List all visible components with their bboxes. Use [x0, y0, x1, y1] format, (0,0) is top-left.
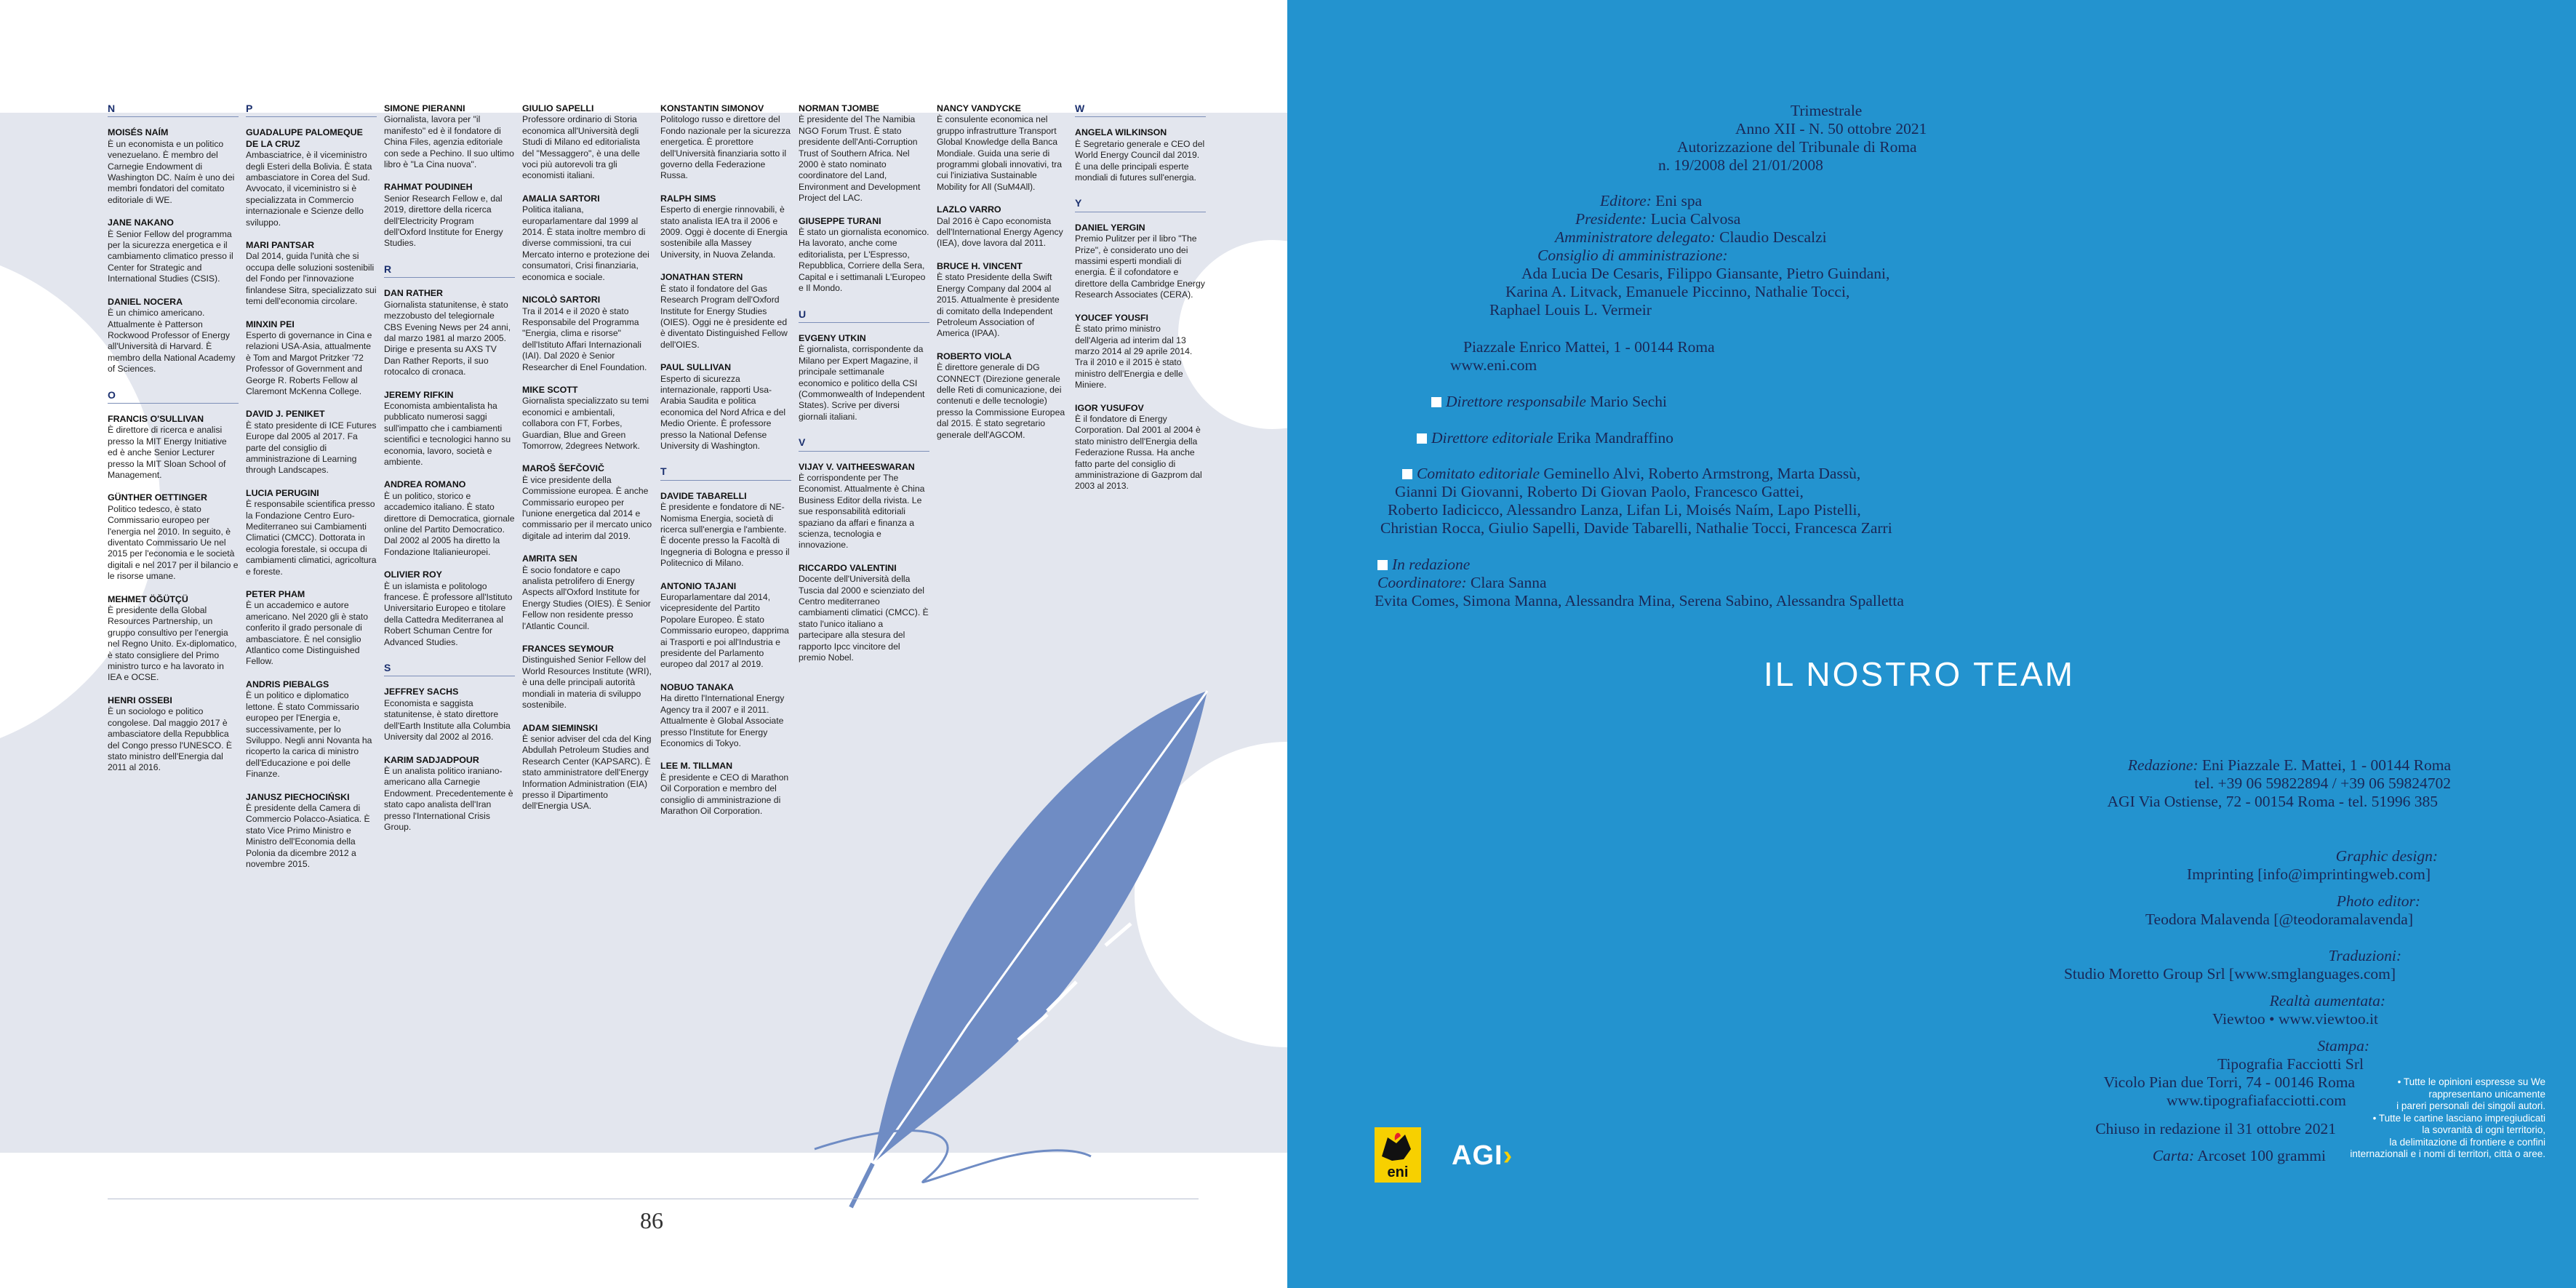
contributor-bio: È stato un giornalista economico. Ha lavorato, anche come editorialista, per L'Espresso, Repubblica, Corriere della Sera, Capital e i settimanali L'Europeo e Il Mondo. — [799, 227, 929, 294]
contributor-name: PAUL SULLIVAN — [660, 362, 732, 373]
contributor-entry — [799, 103, 929, 204]
coordinator-value: Clara Sanna — [1471, 574, 1547, 591]
contributor-entry — [522, 103, 653, 182]
contributor-entry — [246, 589, 377, 668]
contributor-bio: È socio fondatore e capo analista petrolifero di Energy Aspects all'Oxford Institute for Energy Studies (OIES). È Senior Fellow non residente presso l'Atlantic Council. — [522, 564, 651, 631]
translations-label: Traduzioni: — [2328, 947, 2401, 964]
contributor-entry — [660, 193, 791, 260]
letter-group — [384, 103, 515, 249]
contributor-bio: È stato il fondatore del Gas Research Program dell'Oxford Institute for Energy Studies (OIES). Oggi ne è presidente ed è diventato Distinguished Fellow dell'OIES. — [660, 283, 788, 350]
contributor-name: NICOLÒ SARTORI — [522, 295, 601, 305]
contributor-name: JEREMY RIFKIN — [384, 389, 454, 400]
contributor-entry — [522, 723, 653, 812]
redazione-address: Eni Piazzale E. Mattei, 1 - 00144 Roma — [2201, 756, 2451, 774]
agi-address: AGI Via Ostiense, 72 - 00154 Roma - tel. 51996 385 — [2107, 793, 2438, 810]
letter-heading: U — [799, 309, 929, 323]
contributor-name: MIKE SCOTT — [522, 384, 578, 395]
committee-line-4: Christian Rocca, Giulio Sapelli, Davide Tabarelli, Nathalie Tocci, Francesca Zarri — [1380, 519, 1892, 537]
right-page-masthead — [1287, 0, 2576, 1288]
contributor-bio: È presidente e fondatore di NE-Nomisma Energia, società di ricerca sull'energia e l'ambiente. È docente presso la Facoltà di Ingegneria di Bologna e presso il Politecnico di Milano. — [660, 502, 790, 569]
contributor-name: DANIEL NOCERA — [108, 296, 183, 307]
team-title: IL NOSTRO TEAM — [1764, 655, 2075, 693]
contributor-bio: È direttore di ricerca e analisi presso la MIT Energy Initiative ed è anche Senior Lecturer presso la MIT Sloan School of Management. — [108, 425, 227, 480]
redazione-label: Redazione: — [2127, 756, 2199, 774]
graphic-label: Graphic design: — [2335, 847, 2438, 865]
contributor-bio: È un islamista e politologo francese. È professore all'Istituto Universitario Europeo e titolare della Cattedra Mediterranea al Robert Schuman Centre for Advanced Studies. — [384, 580, 513, 647]
director-label: Direttore responsabile — [1446, 393, 1586, 410]
committee-line-2: Gianni Di Giovanni, Roberto Di Giovan Paolo, Francesco Gattei, — [1395, 483, 1804, 500]
contributor-entry — [522, 385, 653, 452]
contributor-entry — [660, 491, 791, 569]
letter-heading: V — [799, 437, 929, 451]
contributor-bio: Professore ordinario di Storia economica all'Università degli Studi di Milano ed editorialista del "Messaggero", è una delle voci più autorevoli tra gli economisti italiani. — [522, 114, 640, 181]
contributor-bio: Distinguished Senior Fellow del World Resources Institute (WRI), è una delle principali autorità mondiali in materia di sviluppo sostenibile. — [522, 655, 652, 711]
contributor-name: ANGELA WILKINSON — [1075, 127, 1167, 138]
contributor-bio: Giornalista specializzato su temi economici e ambientali, collabora con FT, Forbes, Guardian, Blue and Green Tomorrow, 2degrees Network. — [522, 396, 649, 451]
contributor-name: AMRITA SEN — [522, 553, 577, 564]
president-line — [1575, 210, 1740, 228]
contributor-name: MINXIN PEI — [246, 319, 295, 329]
contributor-bio: Dal 2014, guida l'unità che si occupa delle soluzioni sostenibili del Fondo per l'innovazione finlandese Sitra, specializzato sui temi dell'economia circolare. — [246, 251, 377, 307]
authorization: Autorizzazione del Tribunale di Roma — [1677, 138, 1917, 156]
contributor-name: NOBUO TANAKA — [660, 681, 734, 692]
contributor-name: MARI PANTSAR — [246, 240, 315, 251]
board-line-3: Raphael Louis L. Vermeir — [1489, 301, 1652, 319]
contributor-bio: Giornalista, lavora per "il manifesto" ed è il fondatore di China Files, agenzia editoriale con sede a Pechino. Il suo ultimo libro è "La Cina nuova". — [384, 114, 514, 170]
director-value: Mario Sechi — [1590, 393, 1667, 410]
contributor-entry — [384, 390, 515, 468]
contributor-bio: Politico tedesco, è stato Commissario europeo per l'energia nel 2010. In seguito, è diventato Commissario Ue nel 2015 per l'economia e le società digitali e nel 2017 per il bilancio e le risorse umane. — [108, 503, 239, 582]
contributor-name: YOUCEF YOUSFI — [1075, 312, 1148, 323]
contributor-name: RALPH SIMS — [660, 193, 716, 204]
contributor-bio: È vice presidente della Commissione europea. È anche Commissario europeo per l'unione energetica dal 2014 e commissario per il mercato unico digitale ad interim dal 2019. — [522, 474, 652, 541]
newsroom-staff: Evita Comes, Simona Manna, Alessandra Mina, Serena Sabino, Alessandra Spalletta — [1375, 592, 1904, 609]
contributor-name: BRUCE H. VINCENT — [937, 260, 1023, 271]
contributor-entry — [799, 333, 929, 423]
contributor-entry — [1075, 313, 1206, 391]
letter-group — [246, 103, 377, 870]
contributor-entry — [108, 127, 239, 206]
contributors-directory — [108, 103, 1206, 1194]
contributor-entry — [246, 127, 377, 228]
contributor-name: LEE M. TILLMAN — [660, 761, 733, 772]
contributor-name: MEHMET ÖĞÜTÇÜ — [108, 593, 188, 604]
contributor-name: ANDRIS PIEBALGS — [246, 679, 329, 689]
note-line: • Tutte le opinioni espresse su We — [2397, 1076, 2545, 1087]
company-website: www.eni.com — [1450, 356, 1537, 374]
frequency: Trimestrale — [1791, 102, 1863, 119]
printer-web: www.tipografiafacciotti.com — [2167, 1092, 2346, 1109]
letter-group — [384, 264, 515, 648]
ceo-label: Amministratore delegato: — [1555, 228, 1716, 246]
letter-heading: W — [1075, 103, 1206, 117]
contributor-bio: È senior adviser del cda del King Abdullah Petroleum Studies and Research Center (KAPSARC). È stato amministratore dell'Energy Information Administration (EIA) presso il Dipartimento dell'Energia USA. — [522, 733, 652, 812]
letter-group — [108, 390, 239, 774]
contributor-entry — [660, 682, 791, 749]
contributor-bio: È corrispondente per The Economist. Attualmente è China Business Editor della rivista. Le sue responsabilità editoriali spaziano da affari e finanza a scienza, tecnologia e innovazione. — [799, 472, 925, 551]
board-line-1: Ada Lucia De Cesaris, Filippo Giansante, Pietro Guindani, — [1521, 265, 1890, 282]
contributor-bio: È direttore generale di DG CONNECT (Direzione generale delle Reti di comunicazione, dei contenuti e delle tecnologie) presso la Commissione Europea dal 2015. È stato segretario generale dell'AGCOM. — [937, 362, 1065, 440]
contributor-bio: Politica italiana, europarlamentare dal 1999 al 2014. È stata inoltre membro di diverse commissioni, tra cui Mercato interno e protezione dei consumatori, Crisi finanziaria, economica e sociale. — [522, 204, 649, 282]
letter-group — [1075, 198, 1206, 492]
contributor-entry — [384, 479, 515, 558]
note-line: rappresentano unicamente — [2428, 1088, 2545, 1100]
contributor-name: ANTONIO TAJANI — [660, 580, 737, 591]
contributor-name: GUADALUPE PALOMEQUE DE LA CRUZ — [246, 127, 363, 149]
bullet-square — [1377, 560, 1388, 570]
contributor-entry — [246, 488, 377, 577]
editorial-director-value: Erika Mandraffino — [1556, 429, 1673, 447]
company-address: Piazzale Enrico Mattei, 1 - 00144 Roma — [1463, 338, 1715, 356]
directory-column — [522, 103, 653, 824]
directory-column — [799, 103, 929, 675]
note-line: la sovranità di ogni territorio, — [2422, 1124, 2545, 1135]
contributor-bio: È consulente economica nel gruppo infrastrutture Transport Global Knowledge della Banca Mondiale. Guida una serie di programmi globali innovativi, tra cui l'iniziativa Sustainable Mobility for All (SuM4All). — [937, 114, 1063, 192]
publisher-value: Eni spa — [1655, 192, 1703, 209]
board-label: Consiglio di amministrazione: — [1537, 247, 1728, 264]
contributor-bio: Dal 2016 è Capo economista dell'International Energy Agency (IEA), dove lavora dal 2011. — [937, 215, 1063, 249]
contributor-bio: Ha diretto l'International Energy Agency tra il 2007 e il 2011. Attualmente è Global Associate presso l'Institute for Energy Economics di Tokyo. — [660, 693, 785, 748]
contributor-name: MOISÉS NAÍM — [108, 127, 169, 138]
newsroom-line — [1377, 556, 1470, 574]
contributor-entry — [660, 103, 791, 182]
contributor-entry — [384, 755, 515, 833]
contributor-name: RAHMAT POUDINEH — [384, 182, 473, 193]
contributor-bio: È un politico, storico e accademico italiano. È stato direttore di Democratica, giornale online del Partito Democratico. Dal 2002 al 2005 ha diretto la Fondazione Italianieuropei. — [384, 490, 515, 557]
letter-heading: N — [108, 103, 239, 117]
print-label: Stampa: — [2317, 1037, 2369, 1055]
contributor-name: MAROŠ ŠEFČOVIČ — [522, 463, 604, 474]
paper-label: Carta: — [2152, 1147, 2195, 1164]
eni-dog-icon — [1375, 1127, 1421, 1183]
contributor-entry — [108, 297, 239, 375]
contributor-bio: È presidente della Global Resources Partnership, un gruppo consultivo per l'energia nel Regno Unito. Ex-diplomatico, è stato consigliere del Primo ministro turco e ha lavorato in IEA e OCSE. — [108, 605, 237, 683]
letter-group — [799, 103, 929, 295]
contributor-entry — [246, 319, 377, 398]
editorial-director-line — [1417, 429, 1673, 447]
contributor-entry — [660, 362, 791, 452]
contributor-name: RICCARDO VALENTINI — [799, 562, 897, 573]
contributor-entry — [1075, 127, 1206, 183]
contributor-name: NORMAN TJOMBE — [799, 103, 879, 113]
directory-column — [937, 103, 1068, 452]
contributor-name: NANCY VANDYCKE — [937, 103, 1021, 113]
note-line: • Tutte le cartine lasciano impregiudicati — [2372, 1112, 2545, 1124]
contributor-bio: È un chimico americano. Attualmente è Patterson Rockwood Professor of Energy all'Università di Harvard. È membro della National Academy of Sciences. — [108, 308, 236, 375]
contributor-entry — [384, 687, 515, 743]
letter-group — [522, 103, 653, 812]
redazione-line — [2128, 756, 2451, 775]
contributor-entry — [937, 103, 1068, 193]
letter-group — [660, 466, 791, 817]
eni-logo — [1375, 1127, 1421, 1183]
committee-line-1: Geminello Alvi, Roberto Armstrong, Marta Dassù, — [1543, 465, 1861, 482]
letter-group — [108, 103, 239, 375]
directory-column — [384, 103, 515, 844]
president-label: Presidente: — [1575, 210, 1647, 228]
contributor-bio: È giornalista, corrispondente da Milano per Expert Magazine, il principale settimanale economico e politico della CSI (Commonwealth of Independent States). Scrive per diversi giornali italiani. — [799, 344, 925, 422]
eni-logo-text: eni — [1387, 1164, 1409, 1180]
issue-number: Anno XII - N. 50 ottobre 2021 — [1735, 120, 1927, 137]
contributor-entry — [1075, 223, 1206, 301]
contributor-bio: È responsabile scientifica presso la Fondazione Centro Euro-Mediterraneo sui Cambiamenti Climatici (CMCC). Dottorata in ecologia forestale, si occupa di cambiamenti climatici, agricoltura e foreste. — [246, 499, 377, 577]
committee-label: Comitato editoriale — [1417, 465, 1540, 482]
contributor-name: OLIVIER ROY — [384, 569, 442, 580]
contributor-entry — [937, 204, 1068, 249]
contributor-name: HENRI OSSEBI — [108, 695, 172, 705]
left-page — [0, 0, 1287, 1288]
bullet-square — [1402, 469, 1412, 479]
contributor-bio: Giornalista statunitense, è stato mezzobusto del telegiornale CBS Evening News per 24 anni, dal marzo 1981 al marzo 2005. Dirige e presenta su AXS TV Dan Rather Reports, il suo rotocalco di cronaca. — [384, 299, 511, 377]
letter-heading: T — [660, 466, 791, 480]
letter-heading: S — [384, 663, 515, 676]
contributor-name: FRANCIS O'SULLIVAN — [108, 413, 204, 424]
contributor-bio: È un economista e un politico venezuelano. È membro del Carnegie Endowment di Washington DC. Naím è uno dei membri fondatori del comitato editoriale di WE. — [108, 138, 235, 205]
graphic-value: Imprinting [info@imprintingweb.com] — [2186, 865, 2431, 883]
contributor-entry — [522, 553, 653, 632]
board-line-2: Karina A. Litvack, Emanuele Piccinno, Nathalie Tocci, — [1505, 283, 1850, 300]
contributor-bio: Esperto di governance in Cina e relazioni USA-Asia, attualmente è Tom and Margot Pritzker '72 Professor of Government and George R. Roberts Fellow al Claremont McKenna College. — [246, 329, 372, 396]
contributor-name: DANIEL YERGIN — [1075, 222, 1145, 233]
contributor-bio: Politologo russo e direttore del Fondo nazionale per la sicurezza energetica. È prorettore dell'Università finanziaria sotto il governo della Federazione Russa. — [660, 114, 791, 181]
letter-group — [384, 663, 515, 833]
contributor-name: KONSTANTIN SIMONOV — [660, 103, 764, 113]
contributor-bio: È il fondatore di Energy Corporation. Dal 2001 al 2004 è stato ministro dell'Energia della Federazione Russa. Ha anche fatto parte del consiglio di amministrazione di Gazprom dal 2003 al 2013. — [1075, 413, 1202, 492]
note-line: internazionali e i nomi di territori, città o aree. — [2350, 1148, 2545, 1159]
note-line: la delimitazione di frontiere e confini — [2389, 1136, 2545, 1148]
contributor-entry — [660, 761, 791, 817]
contributor-bio: Tra il 2014 e il 2020 è stato Responsabile del Programma "Energia, clima e risorse" dell'Istituto Affari Internazionali (IAI). Dal 2020 è Senior Researcher di Enel Foundation. — [522, 305, 647, 372]
contributor-name: JANUSZ PIECHOCIŃSKI — [246, 791, 350, 802]
letter-group — [799, 437, 929, 663]
letter-group — [937, 103, 1068, 441]
contributor-entry — [246, 409, 377, 476]
contributor-name: LUCIA PERUGINI — [246, 487, 319, 498]
contributor-entry — [937, 351, 1068, 441]
contributor-name: JEFFREY SACHS — [384, 687, 459, 697]
photo-label: Photo editor: — [2336, 892, 2420, 910]
contributor-entry — [799, 563, 929, 664]
contributor-entry — [246, 679, 377, 780]
contributor-bio: Esperto di sicurezza internazionale, rapporti Usa- Arabia Saudita e politica economica del Nord Africa e del Medio Oriente. È professore presso la National Defense University di Washington. — [660, 373, 786, 451]
letter-heading: R — [384, 264, 515, 278]
contributor-name: JONATHAN STERN — [660, 272, 743, 283]
publisher-line — [1600, 192, 1702, 210]
contributor-bio: È stato primo ministro dell'Algeria ad interim dal 13 marzo 2014 al 29 aprile 2014. Tra il 2010 e il 2015 è stato ministro dell'Energia e delle Miniere. — [1075, 324, 1193, 391]
ar-label: Realtà aumentata: — [2269, 992, 2385, 1009]
contributor-entry — [108, 695, 239, 774]
bullet-square — [1431, 397, 1441, 407]
letter-group — [799, 309, 929, 423]
contributor-entry — [384, 103, 515, 170]
contributor-bio: È presidente del The Namibia NGO Forum Trust. È stato presidente dell'Anti-Corruption Trust of Southern Africa. Nel 2000 è stato nominato coordinatore del Land, Environment and Development Project del LAC. — [799, 114, 921, 204]
contributor-entry — [384, 569, 515, 648]
bullet-square — [1417, 433, 1427, 444]
contributor-name: ADAM SIEMINSKI — [522, 722, 598, 733]
contributor-bio: Economista e saggista statunitense, è stato direttore dell'Earth Institute alla Columbia University dal 2002 al 2016. — [384, 697, 511, 743]
contributor-entry — [522, 644, 653, 711]
agi-arrow-icon: › — [1503, 1140, 1513, 1171]
contributor-bio: È stato Presidente della Swift Energy Company dal 2004 al 2015. Attualmente è presidente di comitato della Independent Petroleum Association of America (IPAA). — [937, 272, 1060, 339]
contributor-bio: È un sociologo e politico congolese. Dal maggio 2017 è ambasciatore della Repubblica del Congo presso l'UNESCO. È stato ministro dell'Energia dal 2011 al 2016. — [108, 706, 232, 773]
coordinator-line — [1377, 574, 1547, 592]
committee-line-3: Roberto Iadicicco, Alessandro Lanza, Lifan Li, Moisés Naím, Lapo Pistelli, — [1388, 501, 1861, 519]
contributor-entry — [384, 182, 515, 249]
contributor-name: GÜNTHER OETTINGER — [108, 492, 207, 503]
contributor-name: EVGENY UTKIN — [799, 332, 866, 343]
contributor-entry — [799, 462, 929, 551]
directory-column — [660, 103, 791, 828]
contributor-name: GIUSEPPE TURANI — [799, 215, 881, 226]
note-line: i pareri personali dei singoli autori. — [2396, 1100, 2545, 1111]
contributor-name: GIULIO SAPELLI — [522, 103, 594, 113]
contributor-name: DAN RATHER — [384, 288, 443, 299]
contributor-bio: Esperto di energie rinnovabili, è stato analista IEA tra il 2006 e 2009. Oggi è docente di Energia sostenibile alla Massey University, in Nuova Zelanda. — [660, 204, 788, 260]
contributor-bio: È Segretario generale e CEO del World Energy Council dal 2019. È una delle principali esperte mondiali di futures sull'energia. — [1075, 138, 1205, 183]
publisher-label: Editore: — [1600, 192, 1652, 209]
newsroom-label: In redazione — [1392, 556, 1471, 573]
contributor-entry — [108, 414, 239, 481]
contributor-bio: Senior Research Fellow e, dal 2019, direttore della ricerca dell'Electricity Program dell'Oxford Institute for Energy Studies. — [384, 193, 503, 249]
ceo-value: Claudio Descalzi — [1719, 228, 1827, 246]
contributor-name: ANDREA ROMANO — [384, 479, 466, 490]
contributor-entry — [246, 240, 377, 307]
contributor-entry — [799, 216, 929, 295]
contributor-entry — [937, 261, 1068, 340]
contributor-bio: Economista ambientalista ha pubblicato numerosi saggi sull'impatto che i cambiamenti scientifici e tecnologici hanno su economia, lavoro, società e ambiente. — [384, 400, 511, 467]
contributor-bio: È Senior Fellow del programma per la sicurezza energetica e il cambiamento climatico presso il Center for Strategic and International Studies (CSIS). — [108, 228, 233, 284]
contributor-bio: Europarlamentare dal 2014, vicepresidente del Partito Popolare Europeo. È stato Commissario europeo, dapprima ai Trasporti e poi all'Industria e presidente del Parlamento europeo dal 2017 al 2019. — [660, 592, 789, 670]
contributor-bio: È un politico e diplomatico lettone. È stato Commissario europeo per l'Energia e, successivamente, per lo Sviluppo. Negli anni Novanta ha ricoperto la carica di ministro dell'Educazione e poi delle Finanze. — [246, 690, 372, 780]
contributor-entry — [660, 272, 791, 351]
agi-logo — [1452, 1140, 1513, 1172]
president-value: Lucia Calvosa — [1650, 210, 1741, 228]
directory-column — [1075, 103, 1206, 504]
contributor-name: AMALIA SARTORI — [522, 193, 600, 204]
printer-name: Tipografia Facciotti Srl — [2217, 1055, 2364, 1073]
redazione-phone: tel. +39 06 59822894 / +39 06 59824702 — [2194, 775, 2451, 792]
translations-value: Studio Moretto Group Srl [www.smglanguages.com] — [2063, 965, 2396, 983]
registration: n. 19/2008 del 21/01/2008 — [1658, 156, 1823, 174]
contributor-name: JANE NAKANO — [108, 217, 174, 228]
contributor-entry — [108, 217, 239, 284]
contributor-entry — [384, 288, 515, 377]
photo-value: Teodora Malavenda [@teodoramalavenda] — [2145, 911, 2413, 928]
contributor-bio: È presidente e CEO di Marathon Oil Corporation e membro del consiglio di amministrazione di Marathon Oil Corporation. — [660, 772, 789, 816]
directory-column — [108, 103, 239, 785]
contributor-bio: È un accademico e autore americano. Nel 2020 gli è stato conferito il grado personale di ambasciatore. È nel consiglio Atlantico come Distinguished Fellow. — [246, 600, 369, 667]
contributor-name: IGOR YUSUFOV — [1075, 402, 1144, 413]
page-number: 86 — [640, 1207, 663, 1233]
paper-value: Arcoset 100 grammi — [2197, 1147, 2326, 1164]
contributor-name: PETER PHAM — [246, 589, 305, 600]
ar-value: Viewtoo • www.viewtoo.it — [2212, 1010, 2378, 1028]
contributor-name: FRANCES SEYMOUR — [522, 644, 614, 655]
agi-logo-text: AGI — [1452, 1140, 1503, 1171]
contributor-bio: È stato presidente di ICE Futures Europe dal 2005 al 2017. Fa parte del consiglio di amministrazione di Learning through Landscapes. — [246, 420, 377, 476]
contributor-name: SIMONE PIERANNI — [384, 103, 465, 113]
contributor-bio: È un analista politico iraniano-americano alla Carnegie Endowment. Precedentemente è stato capo analista dell'Iran presso l'International Crisis Group. — [384, 765, 513, 832]
contributor-name: KARIM SADJADPOUR — [384, 754, 479, 765]
contributor-entry — [522, 295, 653, 373]
director-line — [1431, 393, 1667, 411]
contributor-entry — [522, 463, 653, 542]
contributor-name: ROBERTO VIOLA — [937, 351, 1012, 361]
letter-group — [660, 103, 791, 452]
contributor-name: DAVID J. PENIKET — [246, 409, 325, 420]
editorial-director-label: Direttore editoriale — [1431, 429, 1553, 447]
contributor-bio: Ambasciatrice, è il viceministro degli Esteri della Bolivia. È stata ambasciatore in Corea del Sud. Avvocato, il viceministro si è specializzata in Commercio internazionale e Scienze dello sviluppo. — [246, 150, 372, 228]
contributor-entry — [246, 792, 377, 871]
ceo-line — [1555, 228, 1827, 247]
printer-address: Vicolo Pian due Torri, 74 - 00146 Roma — [2103, 1073, 2355, 1091]
contributor-bio: Docente dell'Università della Tuscia dal 2000 e scienziato del Centro mediterraneo cambiamenti climatici (CMCC). È stato l'unico italiano a partecipare alla stesura del rapporto Ipcc vincitore del premio Nobel. — [799, 574, 929, 663]
contributor-bio: Premio Pulitzer per il libro "The Prize", è considerato uno dei massimi esperti mondiali di energia. È il cofondatore e direttore della Cambridge Energy Research Associates (CERA). — [1075, 233, 1205, 300]
letter-group — [1075, 103, 1206, 183]
closing-date: Chiuso in redazione il 31 ottobre 2021 — [2095, 1120, 2336, 1137]
disclaimer-notes — [2298, 1076, 2545, 1161]
committee-line — [1402, 465, 1860, 483]
contributor-entry — [108, 492, 239, 582]
letter-heading: P — [246, 103, 377, 117]
contributor-entry — [660, 581, 791, 671]
contributor-bio: È presidente della Camera di Commercio Polacco-Asiatica. È stato Vice Primo Ministro e Ministro dell'Economia della Polonia da dicembre 2012 a novembre 2015. — [246, 802, 370, 869]
letter-heading: O — [108, 390, 239, 404]
letter-heading: Y — [1075, 198, 1206, 212]
contributor-name: VIJAY V. VAITHEESWARAN — [799, 461, 915, 472]
contributor-entry — [108, 594, 239, 684]
coordinator-label: Coordinatore: — [1377, 574, 1467, 591]
contributor-name: LAZLO VARRO — [937, 204, 1001, 215]
contributor-name: DAVIDE TABARELLI — [660, 490, 747, 501]
contributor-entry — [522, 193, 653, 283]
contributor-entry — [1075, 403, 1206, 492]
directory-column — [246, 103, 377, 881]
